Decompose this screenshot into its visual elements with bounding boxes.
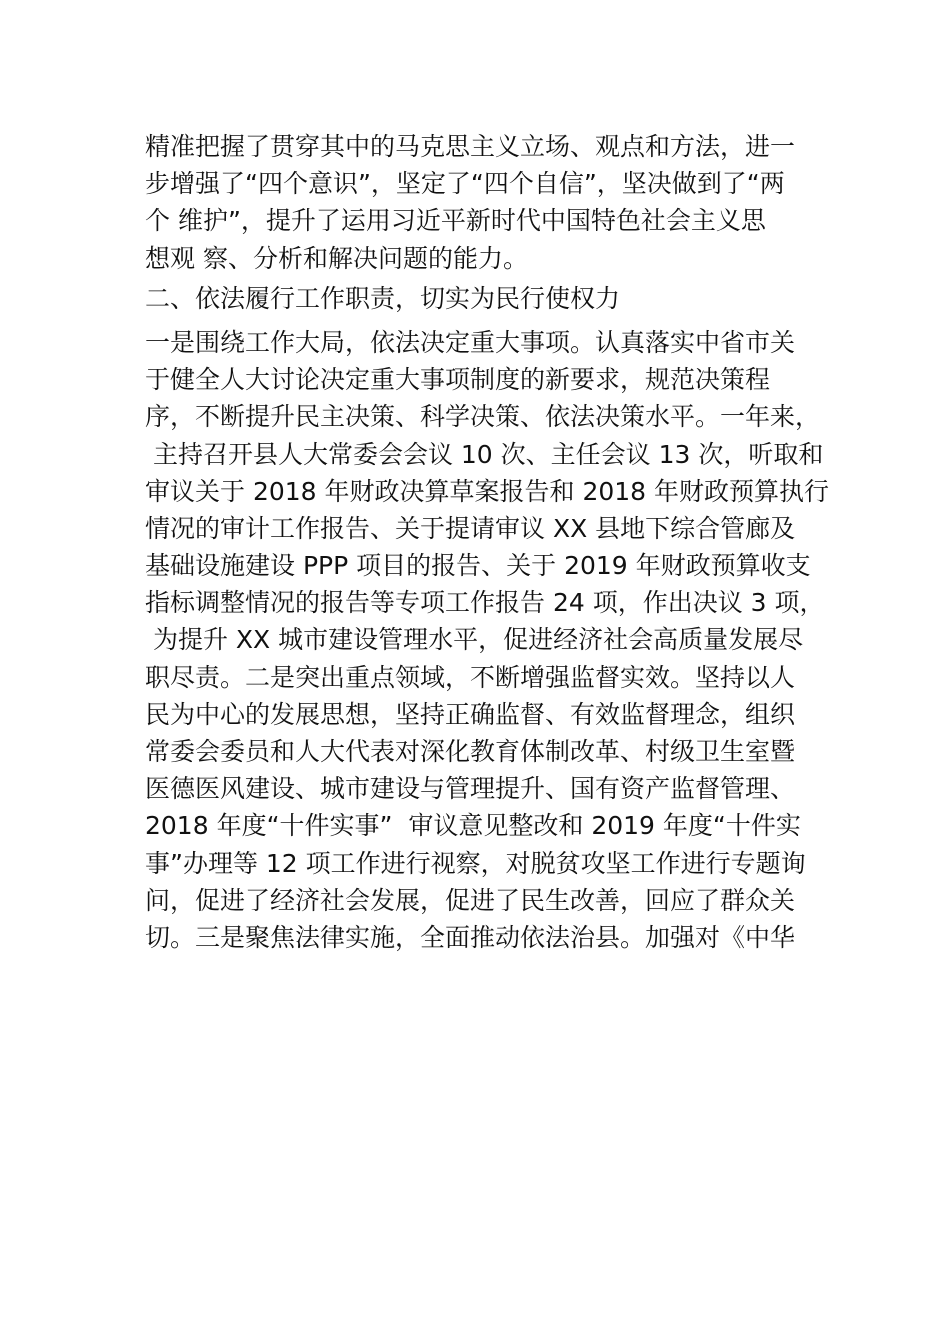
text-line: 2018 年度“十件实事” 审议意见整改和 2019 年度“十件实 [145, 811, 801, 841]
paragraph-2 [145, 324, 830, 956]
text-line: 职尽责。二是突出重点领域，不断增强监督实效。坚持以人 [145, 662, 796, 692]
text-line: 步增强了“四个意识”，坚定了“四个自信”，坚决做到了“两 [145, 169, 785, 199]
paragraph-1 [145, 128, 825, 277]
text-line: 个 维护”，提升了运用习近平新时代中国特色社会主义思 [145, 206, 766, 236]
text-line: 医德医风建设、城市建设与管理提升、国有资产监督管理、 [145, 774, 796, 804]
text-line: 基础设施建设 PPP 项目的报告、关于 2019 年财政预算收支 [145, 551, 811, 581]
text-line: 事”办理等 12 项工作进行视察，对脱贫攻坚工作进行专题询 [145, 848, 806, 878]
text-line: 情况的审计工作报告、关于提请审议 XX 县地下综合管廊及 [145, 513, 796, 543]
text-line: 主持召开县人大常委会会议 10 次、主任会议 13 次，听取和 [145, 439, 824, 469]
text-line: 民为中心的发展思想，坚持正确监督、有效监督理念，组织 [145, 699, 796, 729]
text-line: 切。三是聚焦法律实施，全面推动依法治县。加强对《中华 [145, 922, 796, 952]
text-line: 想观 察、分析和解决问题的能力。 [145, 243, 528, 273]
document-body [145, 128, 830, 956]
text-line: 序，不断提升民主决策、科学决策、依法决策水平。一年来， [145, 402, 821, 432]
spacer [145, 317, 825, 324]
section-heading: 二、依法履行工作职责，切实为民行使权力 [145, 283, 621, 313]
text-line: 常委会委员和人大代表对深化教育体制改革、村级卫生室暨 [145, 737, 796, 766]
text-line: 为提升 XX 城市建设管理水平，促进经济社会高质量发展尽 [145, 625, 804, 655]
text-line: 审议关于 2018 年财政决算草案报告和 2018 年财政预算执行 [145, 476, 830, 506]
text-line: 问，促进了经济社会发展，促进了民生改善，回应了群众关 [145, 885, 796, 915]
text-line: 于健全人大讨论决定重大事项制度的新要求，规范决策程 [145, 365, 771, 395]
text-line: 一是围绕工作大局，依法决定重大事项。认真落实中省市关 [145, 327, 796, 357]
text-line: 指标调整情况的报告等专项工作报告 24 项，作出决议 3 项， [145, 588, 825, 618]
text-line: 精准把握了贯穿其中的马克思主义立场、观点和方法，进一 [145, 132, 796, 161]
